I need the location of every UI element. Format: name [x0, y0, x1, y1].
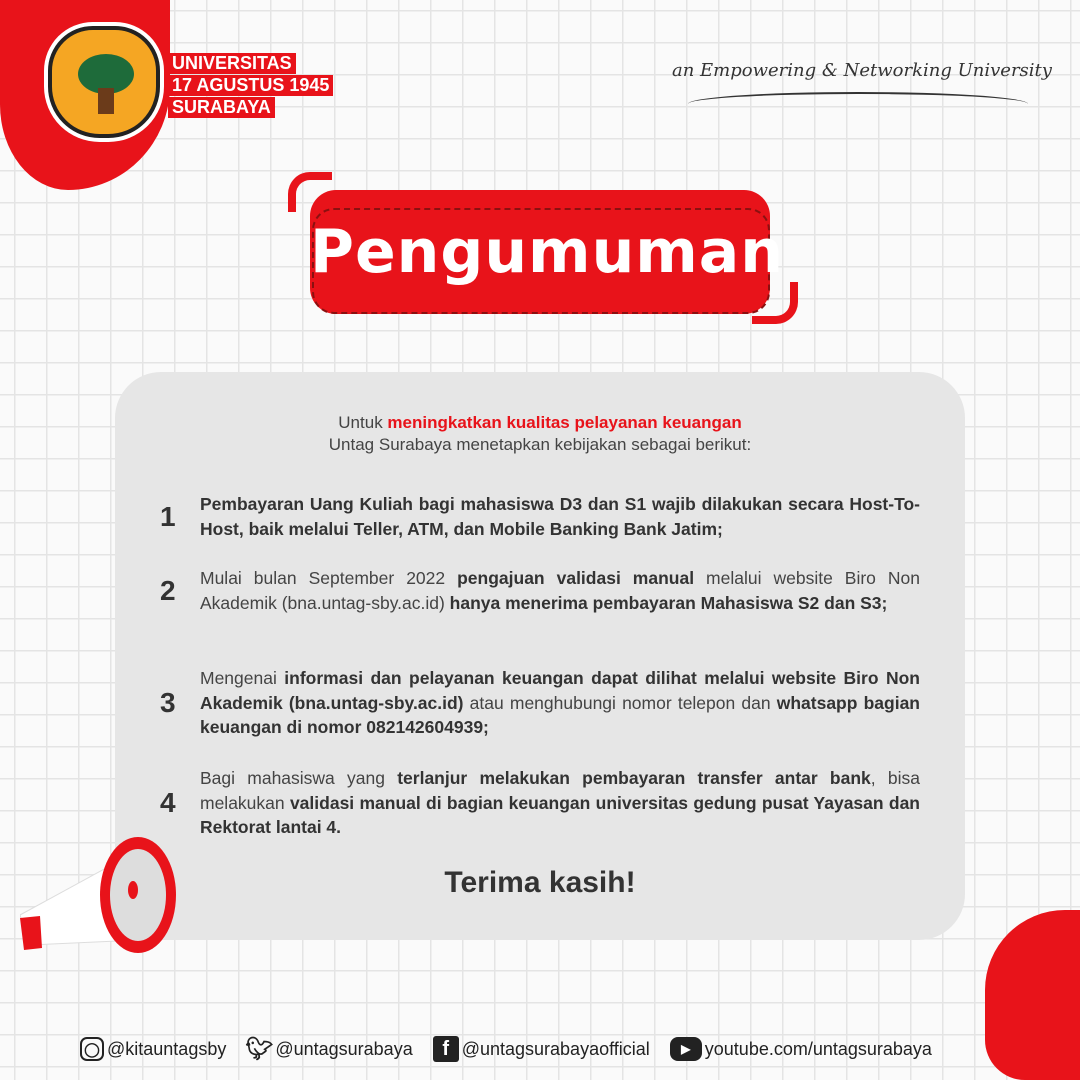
item-text-segment: Pembayaran Uang Kuliah bagi mahasiswa D3 dan S1 wajib dilakukan secara Host-To-Host, baik melalui Teller, ATM, dan Mobile Banking Bank Jatim; — [200, 494, 920, 539]
page-title: Pengumuman — [310, 217, 785, 287]
item-number: 2 — [160, 574, 176, 606]
item-text — [200, 566, 920, 615]
thanks-text: Terima kasih! — [444, 866, 636, 899]
intro-text — [115, 412, 965, 456]
content-panel — [115, 372, 965, 940]
university-line: SURABAYA — [168, 97, 275, 118]
megaphone-icon — [20, 830, 180, 960]
item-number: 4 — [160, 786, 176, 818]
item-text-segment: hanya menerima pembayaran Mahasiswa S2 dan S3; — [449, 592, 888, 613]
university-name — [168, 53, 333, 119]
tagline-underline — [688, 92, 1028, 104]
social-handle: @untagsurabayaofficial — [461, 1038, 650, 1059]
item-text — [200, 666, 920, 740]
item-number: 3 — [160, 686, 176, 718]
university-line: UNIVERSITAS — [168, 53, 296, 74]
social-handle: @kitauntagsby — [107, 1038, 227, 1059]
twitter-icon: 🐦︎ — [245, 1036, 274, 1061]
announcement-item — [160, 566, 920, 615]
social-handle: @untagsurabaya — [275, 1038, 413, 1059]
social-handle: youtube.com/untagsurabaya — [704, 1038, 932, 1059]
social-footer — [80, 1036, 1040, 1062]
intro-highlight: meningkatkan kualitas pelayanan keuangan — [387, 413, 742, 432]
item-text — [200, 492, 920, 541]
social-youtube[interactable] — [670, 1037, 932, 1061]
social-twitter[interactable] — [246, 1036, 412, 1062]
intro-prefix: Untuk — [338, 413, 388, 432]
announcement-item — [160, 766, 920, 840]
item-text — [200, 766, 920, 840]
social-facebook[interactable] — [433, 1036, 650, 1062]
university-logo — [48, 26, 160, 138]
item-text-segment: , bisa melakukan — [200, 768, 920, 813]
facebook-icon: f — [433, 1036, 459, 1062]
item-text-segment: informasi dan pelayanan keuangan dapat dilihat melalui website Biro Non Akademik (bna.untag-sby.ac.id) — [200, 668, 920, 713]
item-text-segment: pengajuan validasi manual — [457, 568, 695, 588]
youtube-icon: ▶ — [670, 1037, 702, 1061]
tagline: an Empowering & Networking University — [672, 60, 1052, 81]
instagram-icon: ◯ — [80, 1037, 104, 1061]
item-text-segment: atau menghubungi nomor telepon dan — [463, 692, 777, 713]
item-text-segment: validasi manual di bagian keuangan universitas gedung pusat Yayasan dan Rektorat lantai 4. — [200, 792, 921, 837]
announcement-item — [160, 666, 920, 740]
university-line: 17 AGUSTUS 1945 — [168, 75, 333, 96]
item-text-segment: Mengenai — [200, 668, 285, 688]
item-text-segment: Bagi mahasiswa yang — [200, 768, 398, 788]
item-text-segment: terlanjur melakukan pembayaran transfer antar bank — [397, 768, 871, 788]
social-instagram[interactable] — [80, 1037, 226, 1061]
item-text-segment: whatsapp bagian keuangan di nomor 082142604939; — [200, 692, 920, 737]
item-text-segment: melalui website Biro Non Akademik (bna.untag-sby.ac.id) — [200, 568, 920, 613]
announcement-item — [160, 492, 920, 541]
item-number: 1 — [160, 500, 176, 532]
intro-line2: Untag Surabaya menetapkan kebijakan sebagai berikut: — [328, 435, 752, 454]
item-text-segment: Mulai bulan September 2022 — [200, 568, 458, 588]
